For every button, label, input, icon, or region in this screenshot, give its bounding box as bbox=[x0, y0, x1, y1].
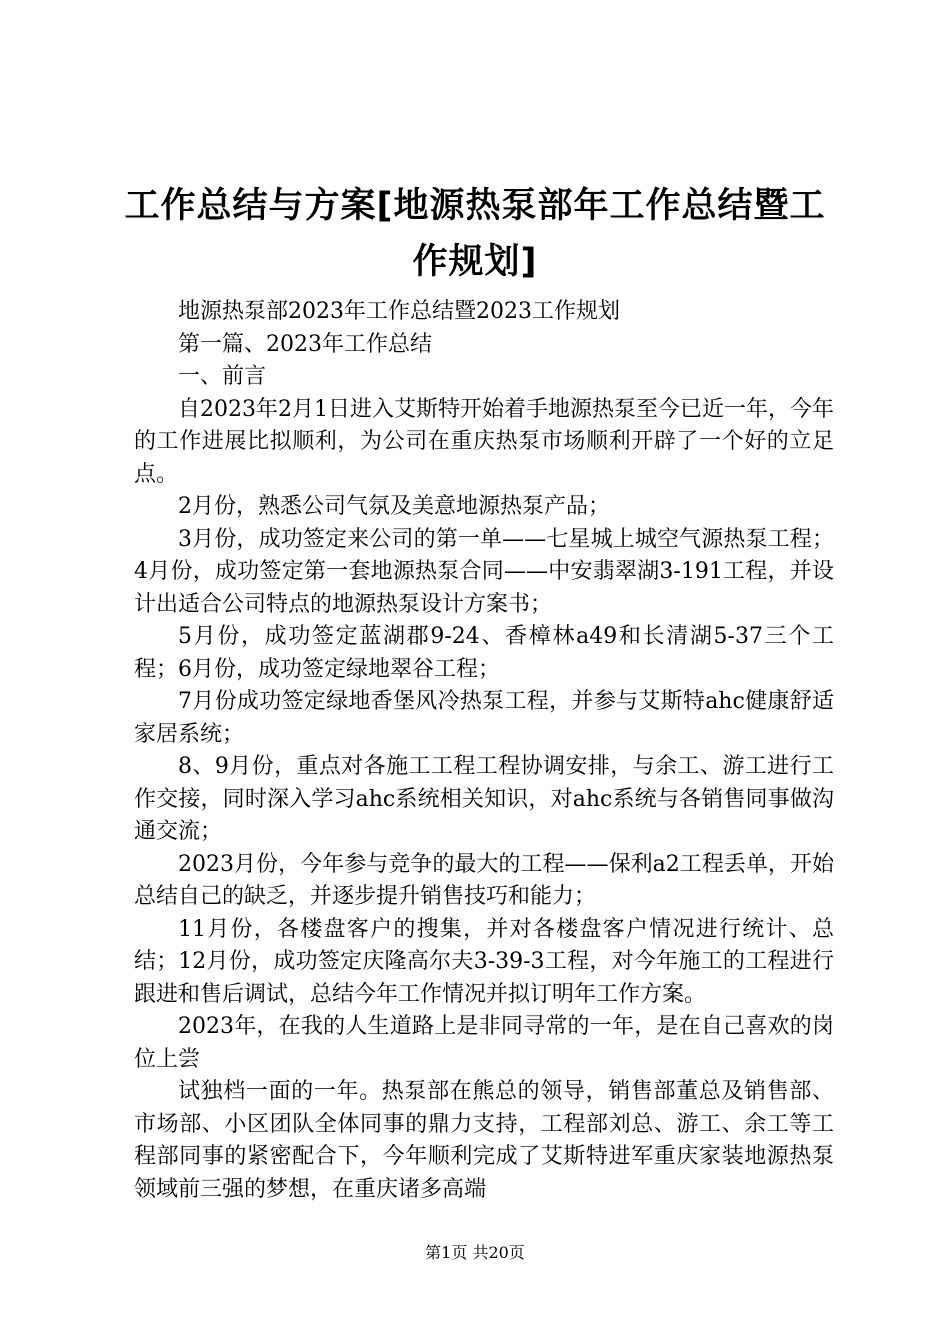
document-body bbox=[134, 296, 834, 1206]
paragraph: 2023年，在我的人生道路上是非同寻常的一年，是在自己喜欢的岗位上尝 bbox=[134, 1014, 834, 1072]
document-title: 工作总结与方案[地源热泵部年工作总结暨工作规划] bbox=[124, 186, 826, 282]
paragraph: 5月份，成功签定蓝湖郡9-24、香樟林a49和长清湖5-37三个工程；6月份，成功签定绿地翠谷工程； bbox=[134, 624, 834, 682]
paragraph: 8、9月份，重点对各施工工程工程协调安排，与余工、游工进行工作交接，同时深入学习ahc系统相关知识，对ahc系统与各销售同事做沟通交流； bbox=[134, 754, 834, 844]
paragraph: 试独档一面的一年。热泵部在熊总的领导，销售部董总及销售部、市场部、小区团队全体同事的鼎力支持，工程部刘总、游工、余工等工程部同事的紧密配合下，今年顺利完成了艾斯特进军重庆家装地源热泵领域前三强的梦想，在重庆诸多高端 bbox=[134, 1079, 834, 1202]
paragraph: 7月份成功签定绿地香堡风冷热泵工程，并参与艾斯特ahc健康舒适家居系统； bbox=[134, 689, 834, 747]
paragraph: 3月份，成功签定来公司的第一单——七星城上城空气源热泵工程；4月份，成功签定第一套地源热泵合同——中安翡翠湖3-191工程，并设计出适合公司特点的地源热泵设计方案书； bbox=[134, 526, 834, 617]
paragraph: 第一篇、2023年工作总结 bbox=[178, 331, 432, 357]
paragraph: 一、前言 bbox=[178, 364, 267, 389]
paragraph: 地源热泵部2023年工作总结暨2023工作规划 bbox=[178, 299, 620, 324]
paragraph: 11月份，各楼盘客户的搜集，并对各楼盘客户情况进行统计、总结；12月份，成功签定庆隆高尔夫3-39-3工程，对今年施工的工程进行跟进和售后调试，总结今年工作情况并拟订明年工作方案。 bbox=[134, 916, 834, 1007]
page-footer: 第1页 共20页 bbox=[425, 1243, 525, 1262]
paragraph: 2023月份，今年参与竞争的最大的工程——保利a2工程丢单，开始总结自己的缺乏，并逐步提升销售技巧和能力； bbox=[134, 851, 834, 909]
paragraph: 自2023年2月1日进入艾斯特开始着手地源热泵至今已近一年，今年的工作进展比拟顺利，为公司在重庆热泵市场顺利开辟了一个好的立足点。 bbox=[134, 396, 834, 487]
paragraph: 2月份，熟悉公司气氛及美意地源热泵产品； bbox=[178, 494, 610, 519]
